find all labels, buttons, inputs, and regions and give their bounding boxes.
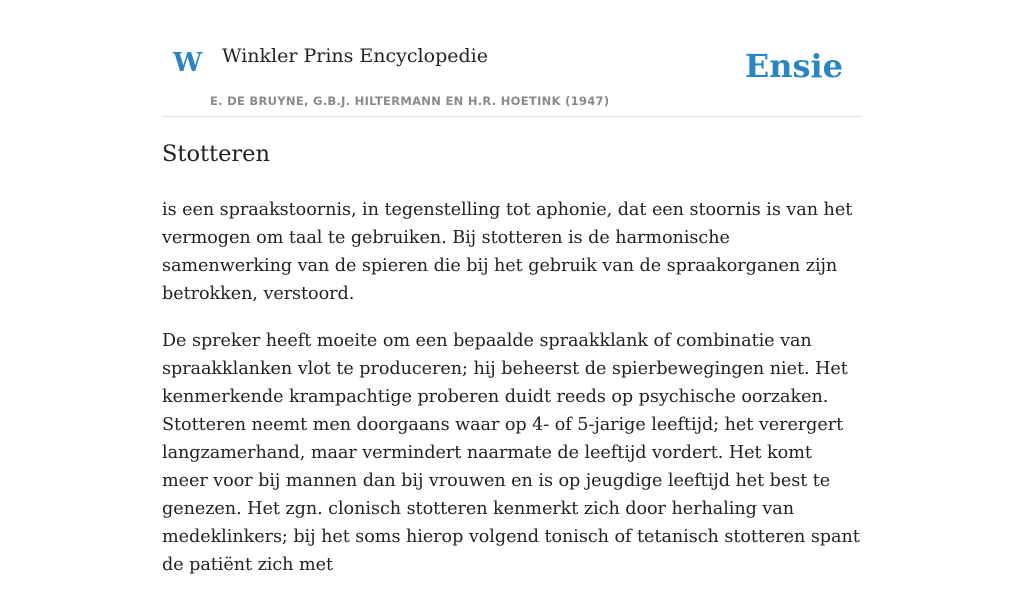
article xyxy=(162,138,862,598)
site-header xyxy=(162,0,862,117)
article-title: Stotteren xyxy=(162,141,270,167)
ensie-logo-link[interactable]: Ensie xyxy=(744,47,843,85)
article-paragraph-1: is een spraakstoornis, in tegenstelling tot aphonie, dat een stoornis is van het vermogen om taal te gebruiken. Bij stotteren is de harmonische samenwerking van de spieren die bij het gebruik van de spraakorganen zijn betrokken, verstoord. xyxy=(162,200,853,304)
authors-line: E. DE BRUYNE, G.B.J. HILTERMANN EN H.R. HOETINK (1947) xyxy=(210,94,610,108)
wp-logo-icon: W xyxy=(173,48,203,78)
article-paragraph-2: De spreker heeft moeite om een bepaalde spraakklank of combinatie van spraakklanken vlot te produceren; hij beheerst de spierbewegingen niet. Het kenmerkende krampachtige proberen duidt reeds op psychische oorzaken. Stotteren neemt men doorgaans waar op 4- of 5-jarige leeftijd; het verergert langzamerhand, maar vermindert naarmate de leeftijd vordert. Het komt meer voor bij mannen dan bij vrouwen en is op jeugdige leeftijd het best te genezen. Het zgn. clonisch stotteren kenmerkt zich door herhaling van medeklinkers; bij het soms hierop volgend tonisch of tetanisch stotteren spant de patiënt zich met xyxy=(162,331,860,575)
site-title: Winkler Prins Encyclopedie xyxy=(222,45,488,67)
